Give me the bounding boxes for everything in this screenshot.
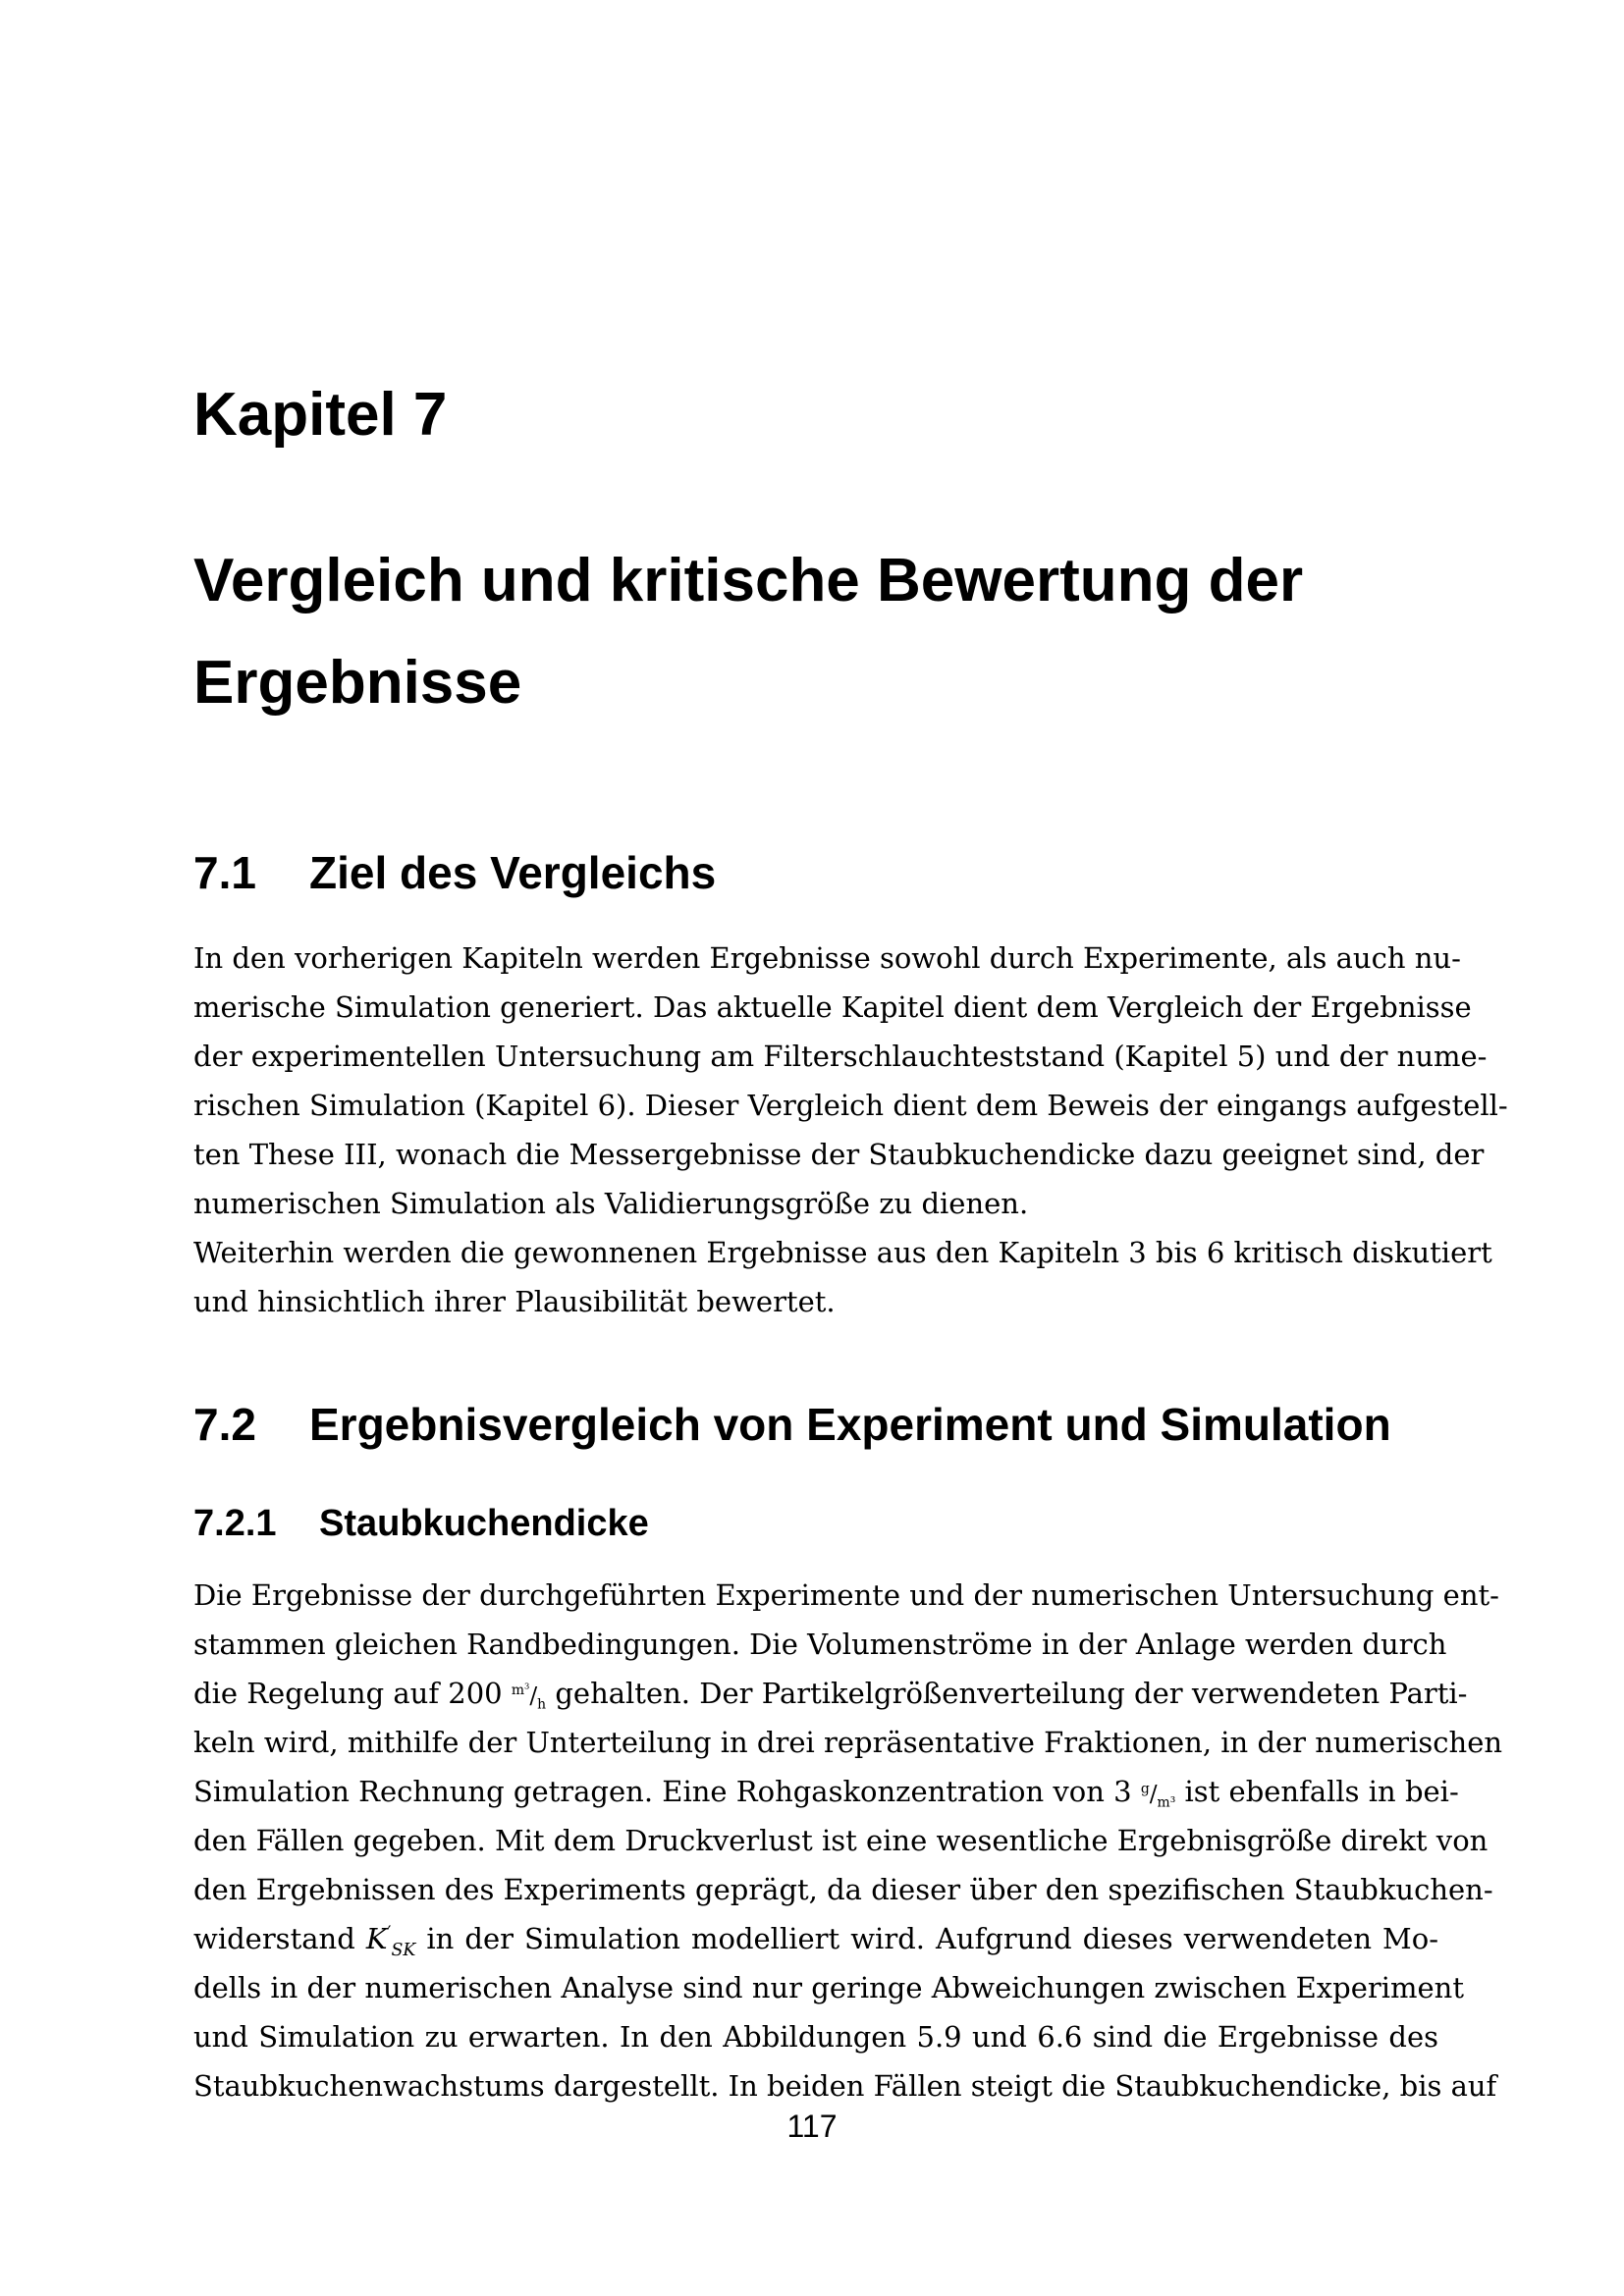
- chapter-label: Kapitel 7: [193, 381, 448, 449]
- section-heading-7-1: [193, 847, 717, 898]
- text-line: den Fällen gegeben. Mit dem Druckverlust ist eine wesentliche Ergebnisgröße direkt von: [193, 1824, 1489, 1857]
- section-title: Ziel des Vergleichs: [309, 847, 717, 898]
- text-line: dells in der numerischen Analyse sind nur geringe Abweichungen zwischen Experiment: [193, 1971, 1465, 2004]
- section-number: 7.2: [193, 1399, 256, 1450]
- text-line: und hinsichtlich ihrer Plausibilität bewertet.: [193, 1285, 836, 1318]
- text-line: [193, 1669, 1468, 1718]
- text-line: numerischen Simulation als Validierungsgröße zu dienen.: [193, 1187, 1029, 1220]
- text-fragment: widerstand: [193, 1922, 355, 1955]
- text-line: merische Simulation generiert. Das aktuelle Kapitel dient dem Vergleich der Ergebnisse: [193, 990, 1472, 1024]
- chapter-title: Vergleich und kritische Bewertung der Ergebnisse: [193, 547, 1304, 717]
- text-line: rischen Simulation (Kapitel 6). Dieser Vergleich dient dem Beweis der eingangs aufgestell-: [193, 1089, 1508, 1122]
- text-line: ten These III, wonach die Messergebnisse der Staubkuchendicke dazu geeignet sind, der: [193, 1138, 1485, 1171]
- subsection-title: Staubkuchendicke: [319, 1503, 649, 1544]
- text-fragment: Simulation Rechnung getragen. Eine Rohgaskonzentration von 3: [193, 1775, 1132, 1808]
- text-fragment: ist ebenfalls in bei-: [1184, 1775, 1459, 1808]
- text-line: Die Ergebnisse der durchgeführten Experimente und der numerischen Untersuchung ent-: [193, 1578, 1499, 1612]
- section-title: Ergebnisvergleich von Experiment und Simulation: [309, 1399, 1391, 1450]
- text-line: keln wird, mithilfe der Unterteilung in drei repräsentative Fraktionen, in der numerischen: [193, 1726, 1503, 1759]
- text-fragment: die Regelung auf 200: [193, 1677, 503, 1710]
- text-line: [193, 1914, 1438, 1963]
- paragraph-7-1: [193, 934, 1508, 1326]
- text-line: Weiterhin werden die gewonnenen Ergebnisse aus den Kapiteln 3 bis 6 kritisch diskutiert: [193, 1236, 1492, 1269]
- text-line: Staubkuchenwachstums dargestellt. In beiden Fällen steigt die Staubkuchendicke, bis auf: [193, 2069, 1497, 2103]
- text-fragment: in der Simulation modelliert wird. Aufgrund dieses verwendeten Mo-: [426, 1922, 1438, 1955]
- text-line: In den vorherigen Kapiteln werden Ergebnisse sowohl durch Experimente, als auch nu-: [193, 941, 1461, 975]
- subsection-heading-7-2-1: [193, 1505, 649, 1542]
- text-line: stammen gleichen Randbedingungen. Die Volumenströme in der Anlage werden durch: [193, 1628, 1447, 1661]
- math-symbol-k-sk: $K'_{SK}$: [365, 1922, 416, 1960]
- section-heading-7-2: [193, 1399, 1391, 1450]
- text-fragment: gehalten. Der Partikelgrößenverteilung der verwendeten Parti-: [555, 1677, 1468, 1710]
- page-number: 117: [786, 2109, 838, 2144]
- unit-gram-per-cubic-meter: $^g/_{m^3}$: [1140, 1781, 1176, 1811]
- text-line: und Simulation zu erwarten. In den Abbildungen 5.9 und 6.6 sind die Ergebnisse des: [193, 2020, 1438, 2054]
- paragraph-7-2-1: [193, 1571, 1503, 2110]
- text-line: den Ergebnissen des Experiments geprägt, da dieser über den spezifischen Staubkuchen-: [193, 1873, 1493, 1906]
- text-line: [193, 1767, 1459, 1816]
- text-line: der experimentellen Untersuchung am Filterschlauchteststand (Kapitel 5) und der nume-: [193, 1040, 1488, 1073]
- unit-cubic-meter-per-hour: $^{m^3}/_h$: [511, 1681, 547, 1713]
- section-number: 7.1: [193, 847, 256, 898]
- subsection-number: 7.2.1: [193, 1503, 277, 1544]
